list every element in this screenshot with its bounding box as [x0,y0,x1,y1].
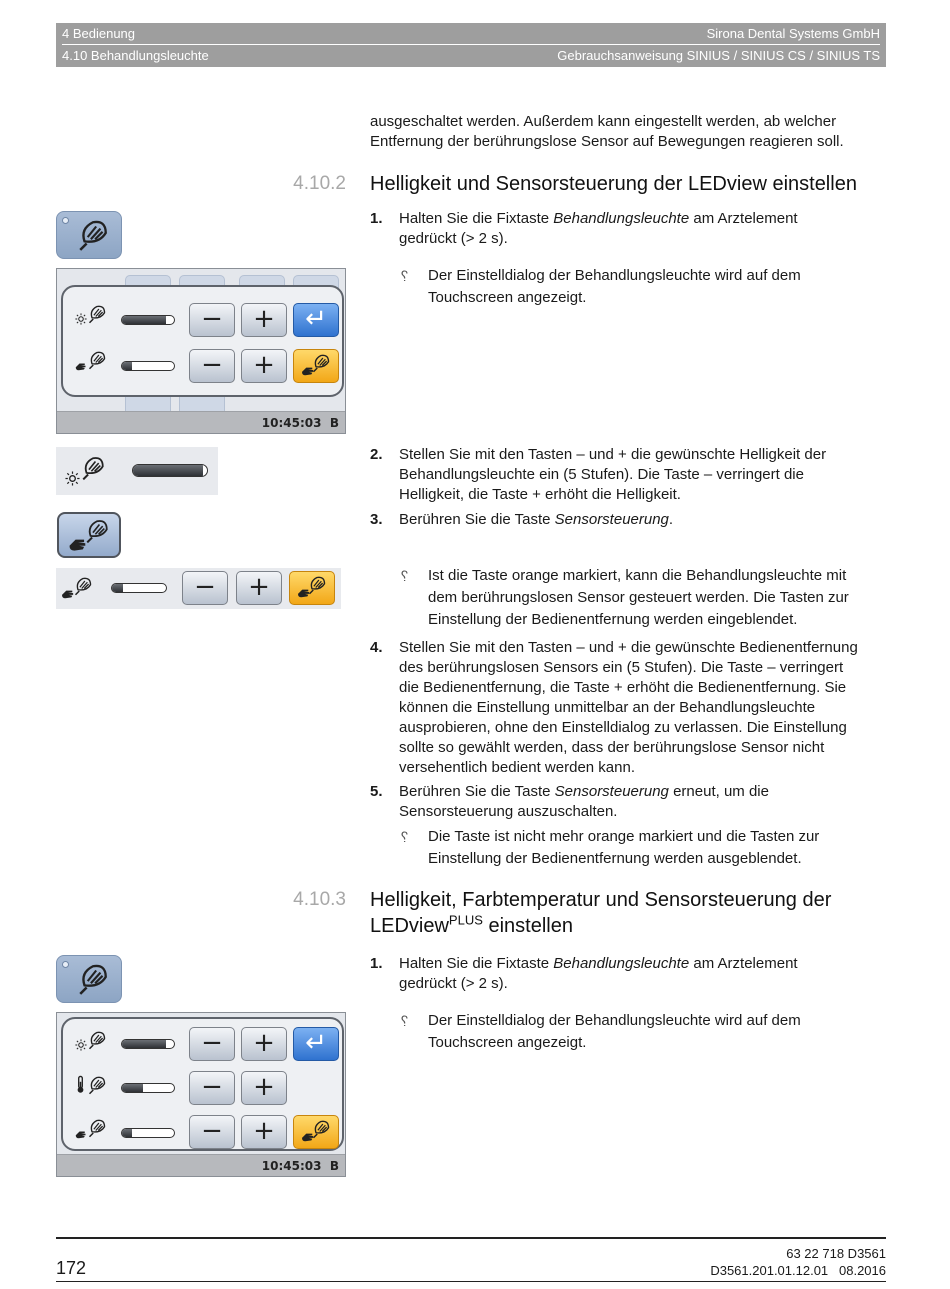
distance-minus-button[interactable]: − [182,571,228,605]
result-arrow-icon: ␦ [399,568,411,584]
fixed-key-treatment-light[interactable] [56,211,122,259]
brightness-control-detail [56,447,218,495]
brightness-level-bar [121,315,175,325]
distance-plus-button[interactable]: + [236,571,282,605]
header-chapter: 4 Bedienung [62,26,136,41]
doc-number: 63 22 718 D3561 [786,1246,886,1261]
sensor-control-button[interactable] [293,349,339,383]
header-company: Sirona Dental Systems GmbH [706,26,880,41]
treatment-light-icon [76,218,110,252]
treatment-light-icon [73,576,93,596]
brightness-minus-button[interactable]: − [189,303,235,337]
sensor-control-key[interactable] [57,512,121,558]
distance-plus-button[interactable]: + [241,349,287,383]
touchscreen-dialog-ledview [56,268,346,434]
result-arrow-icon: ␦ [399,829,411,845]
sensor-control-icon [68,518,112,554]
status-flag: B [329,1159,339,1173]
treatment-light-icon [80,455,106,481]
color-temperature-level-bar [121,1083,175,1093]
brightness-plus-button[interactable]: + [241,1027,287,1061]
settings-dialog-panel [61,285,344,397]
sensor-distance-control-detail [56,568,341,609]
footer-rule-bottom [56,1281,886,1282]
sun-icon [75,313,87,325]
sensor-control-icon [297,575,327,601]
enter-button[interactable]: ↵ [293,1027,339,1061]
distance-plus-button[interactable]: + [241,1115,287,1149]
header-manual: Gebrauchsanweisung SINIUS / SINIUS CS / SINIUS TS [557,48,880,63]
sun-icon [65,471,80,486]
treatment-light-icon [87,304,107,324]
distance-minus-button[interactable]: − [189,1115,235,1149]
brightness-plus-button[interactable]: + [241,303,287,337]
enter-button[interactable]: ↵ [293,303,339,337]
section-title: Helligkeit und Sensorsteuerung der LEDview einstellen [370,173,857,195]
sensor-distance-level-bar [121,1128,175,1138]
status-flag: B [329,416,339,430]
result-arrow-icon: ␦ [399,1013,411,1029]
treatment-light-icon [87,1030,107,1050]
hand-icon [75,1129,87,1140]
sun-icon [75,1039,87,1051]
status-bar [57,1154,345,1176]
distance-minus-button[interactable]: − [189,349,235,383]
settings-dialog-panel [61,1017,344,1151]
colortemp-plus-button[interactable]: + [241,1071,287,1105]
treatment-light-icon [87,350,107,370]
status-bar [57,411,345,433]
colortemp-minus-button[interactable]: − [189,1071,235,1105]
page-number: 172 [56,1258,87,1278]
header-section: 4.10 Behandlungsleuchte [62,48,209,63]
treatment-light-icon [87,1118,107,1138]
treatment-light-icon [76,962,110,996]
touchscreen-dialog-ledview-plus [56,1012,346,1177]
sensor-control-button[interactable] [289,571,335,605]
sensor-control-button[interactable] [293,1115,339,1149]
sensor-distance-level-bar [121,361,175,371]
brightness-level-bar [132,464,208,477]
footer-rule-top [56,1237,886,1239]
sensor-distance-level-bar [111,583,167,593]
doc-code-date: D3561.201.01.12.01 08.2016 [710,1263,886,1278]
section-title: Helligkeit, Farbtemperatur und Sensorsteuerung der LEDview$^{PLUS}$ einstellen [370,889,832,937]
section-number: 4.10.3 [293,889,346,910]
intro-paragraph: ausgeschaltet werden. Außerdem kann eingestellt werden, ab welcher Entfernung der berührungslose Sensor auf Bewegungen reagieren soll. [370,113,844,150]
sensor-control-icon [301,1119,331,1145]
fixed-key-treatment-light[interactable] [56,955,122,1003]
hand-icon [75,361,87,372]
key-indicator-led [62,961,69,968]
key-indicator-led [62,217,69,224]
page-header [56,23,886,67]
section-number: 4.10.2 [293,173,346,194]
brightness-minus-button[interactable]: − [189,1027,235,1061]
result-arrow-icon: ␦ [399,268,411,284]
clock-readout: 10:45:03 [261,416,322,430]
treatment-light-icon [87,1075,107,1095]
clock-readout: 10:45:03 [261,1159,322,1173]
sensor-control-icon [301,353,331,379]
thermometer-icon [76,1075,85,1094]
brightness-level-bar [121,1039,175,1049]
